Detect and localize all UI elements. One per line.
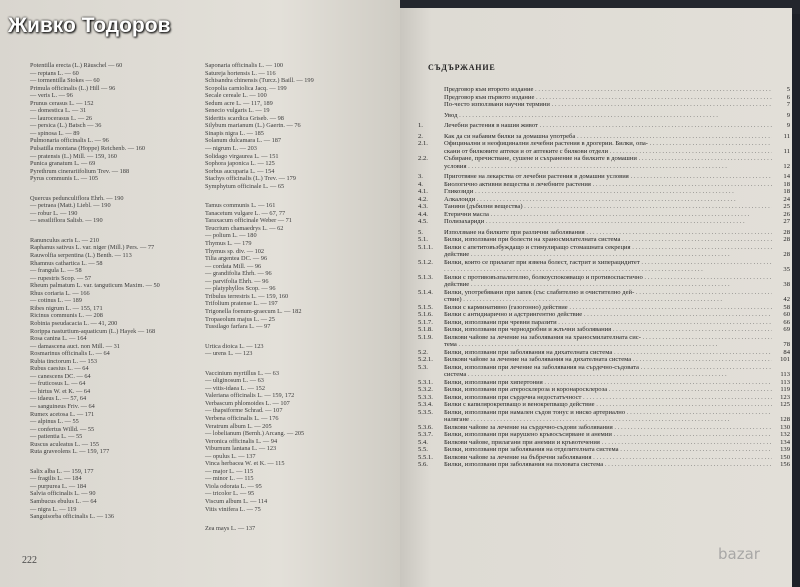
toc-title: налягане . . . [444,416,772,424]
toc-page: 38 [783,281,790,288]
toc-row [418,244,790,252]
toc-page: 84 [783,348,790,356]
toc-title: Билки, използвани при чернодробни и жлъчни заболявания . . . [444,326,772,334]
index-entry: Vaccinium myrtillus L. — 63 [205,369,279,377]
toc-title: условия . . . [444,163,772,171]
toc-title: Билки, употребявани при запек (със слабително и очистително дей- . . . [444,289,772,297]
index-entry: Valeriana officinalis L. — 159, 172 [205,392,295,400]
toc-title: Билкови чайове за лечение на бъбречни заболявания . . . [444,454,772,462]
index-entry: — spinosa L. — 89 [30,129,80,137]
index-entry: — alpinus L. — 55 [30,418,79,426]
toc-row [418,281,790,289]
index-entry: Stachys officinalis (L.) Trev. — 179 [205,175,296,183]
index-entry: — patientia L. — 55 [30,433,83,441]
index-entry: Rubia tinctorum L. — 153 [30,357,97,365]
index-entry: Scopolia carniolica Jacq. — 199 [205,84,287,92]
toc-number: 5.1.3. [418,273,433,281]
toc-page: 119 [780,386,790,393]
index-entry: — persica (L.) Batsch — 36 [30,122,102,130]
toc-title: Предговор към първото издание . . . [444,94,772,102]
page-number: 222 [22,555,37,566]
index-entry: — canescens DC. — 64 [30,372,91,380]
index-entry: Tamus communis L. — 161 [205,202,276,210]
index-entry: — hirtus W. et K. — 64 [30,387,91,395]
toc-row [418,163,790,171]
toc-page: 18 [783,180,790,188]
toc-number: 5.1.2. [418,258,433,266]
toc-title: Билки, използвани при намален съдов тонус и ниско артериално . . . [444,409,772,417]
toc-page: 11 [783,132,790,140]
toc-row [418,379,790,387]
index-entry: Silybum marianum (L.) Gaertn. — 76 [205,122,301,130]
index-entry: Urtica dioica L. — 123 [205,342,264,350]
index-entry: Sanguisorba officinalis L. — 136 [30,513,115,521]
toc-page: 58 [783,303,790,311]
index-column-a [30,62,200,521]
index-entry: — parvifolia Ehrh. — 96 [205,277,269,285]
index-entry: — polium L. — 180 [205,232,257,240]
index-entry: Prunus cerasus L. — 152 [30,99,94,107]
toc-page: 5 [786,86,790,93]
toc-title: система . . . [444,371,772,379]
toc-title [444,266,772,274]
index-entry: Rhamnus cathartica L. — 58 [30,259,103,267]
index-entry: — tricolor L. — 95 [205,490,255,498]
index-entry: — laurocerasus L. — 26 [30,114,93,122]
index-entry: Ribes nigrum L. — 155, 171 [30,304,103,312]
index-entry: Solidago virgaurea L. — 151 [205,152,279,160]
index-entry: Rauwolfia serpentina (L.) Benth. — 113 [30,252,132,260]
toc-row [418,424,790,432]
toc-number: 5.5.1. [418,453,433,461]
index-entry: Rosmarinus officinalis L. — 64 [30,350,110,358]
toc-number: 5.3. [418,363,428,371]
index-entry: Symphytum officinale L. — 65 [205,182,285,190]
index-entry: Rheum palmatum L. var. tanguticum Maxim. — 50 [30,282,160,290]
toc-row [418,196,790,204]
toc-row [418,218,790,226]
index-entry: — fragilis L. — 184 [30,475,82,483]
toc-title: Билки, използвани при заболявания на дихателната система . . . [444,349,772,357]
toc-title: Билкови чайове, прилагани при анемии и кръвотечения . . . [444,439,772,447]
toc-number: 5.2. [418,348,428,356]
index-entry: — minor L. — 115 [205,475,254,483]
index-entry: Ricinus communis L. — 208 [30,312,103,320]
index-entry: Rhus coriaria L. — 166 [30,289,90,297]
toc-row [418,112,790,120]
toc-row [418,386,790,394]
toc-heading: СЪДЪРЖАНИЕ [428,63,496,72]
toc-number: 2.2. [418,155,428,162]
index-entry: Tilia argentea DC. — 96 [205,255,268,263]
toc-number: 4.3. [418,203,428,210]
toc-number: 5.3.2. [418,386,433,393]
toc-page: 113 [780,378,790,386]
index-entry: — domestica L. — 31 [30,107,87,115]
toc-title: Билки, използвани при заболявания на отделителната система . . . [444,446,772,454]
toc-row [418,266,790,274]
index-entry: Thymus L. — 179 [205,240,252,248]
index-entry: — cordata Mill. — 96 [205,262,262,270]
toc-title: Билки с капилярокрепващо и венокрепващо действие . . . [444,401,772,409]
toc-page: 150 [780,453,790,461]
toc-title: Билки, използвани при хипертония . . . [444,379,772,387]
toc-number: 5.1.5. [418,303,433,311]
toc-page: 28 [783,228,790,236]
toc-title: Как да си набавим билки за домашна употреба . . . [444,133,772,141]
index-entry: Salvia officinalis L. — 90 [30,490,96,498]
index-entry: Sinapis nigra L. — 185 [205,129,264,137]
index-entry: — pratensis (L.) Mill. — 159, 160 [30,152,117,160]
toc-page: 28 [783,236,790,243]
toc-page: 101 [780,356,790,363]
toc-title: Билки, използвани при атеросклероза и коронаросклероза . . . [444,386,772,394]
index-entry: — fruticosus L. — 64 [30,380,86,388]
toc-title: По-често използвани научни термини . . . [444,101,772,109]
toc-number: 5.3.1. [418,378,433,386]
index-entry: Satureja hortensis L. — 116 [205,69,276,77]
toc-page: 156 [780,461,790,468]
toc-page: 9 [786,111,790,119]
index-entry: — veris L. — 96 [30,92,73,100]
index-entry: — major L. — 115 [205,467,254,475]
toc-title: Билки, използвани при чревни паразити . . . [444,319,772,327]
toc-title: действие . . . [444,281,772,289]
toc-page: 25 [783,203,790,210]
toc-page: 125 [780,401,790,408]
toc-page: 24 [783,195,790,203]
toc-number: 5.1.9. [418,333,433,341]
toc-number: 5.1.7. [418,318,433,326]
index-entry: Trigonella foenum-graecum L. — 182 [205,307,302,315]
toc-title: Биологично активни вещества в лечебните растения . . . [444,181,772,189]
toc-title: Билкови чайове за лечение на сърдечно-съдови заболявания . . . [444,424,772,432]
index-entry: Sorbus aucuparia L. — 154 [205,167,275,175]
index-entry: Viburnum lantana L. — 123 [205,445,277,453]
toc-row [418,122,790,130]
toc-row [418,326,790,334]
index-entry: — urens L. — 123 [205,350,253,358]
index-entry: — sessiliflora Salisb. — 190 [30,217,103,225]
toc-number: 5.3.3. [418,393,433,401]
index-entry: Thymus sp. div. — 102 [205,247,265,255]
toc-title: Танини (дъбилни вещества) . . . [444,203,772,211]
toc-number: 4. [418,180,423,188]
toc-page: 139 [780,446,790,453]
toc-number: 5.5. [418,446,428,453]
toc-title: Официнални и неофицинални лечебни растения в дрогерии. Билки, опа- . . . [444,140,772,148]
toc-number: 3. [418,173,423,180]
index-entry: — idaeus L. — 57, 64 [30,395,87,403]
toc-page: 60 [783,311,790,318]
toc-number: 5.1.6. [418,311,433,318]
toc-row [418,341,790,349]
index-entry: — purpurea L. — 184 [30,482,87,490]
toc-row [418,133,790,141]
toc-page: 69 [783,326,790,333]
toc-page: 11 [783,147,790,155]
index-entry: Rosa canina L. — 164 [30,335,87,343]
index-entry: Sambucus ebulus L. — 64 [30,497,97,505]
toc-row [418,211,790,219]
toc-title: Билки, използвани при болести на храносмилателната система . . . [444,236,772,244]
index-entry: — robur L. — 190 [30,209,78,217]
toc-row [418,334,790,342]
toc-title: Билки, използвани при заболявания на половата система . . . [444,461,772,469]
index-entry: Taraxacum officinale Weber — 71 [205,217,292,225]
toc-title: Алкалоиди . . . [444,196,772,204]
toc-page: 42 [783,296,790,303]
toc-row [418,319,790,327]
toc-page: 128 [780,416,790,423]
index-entry: Viola odorata L. — 95 [205,482,262,490]
index-entry: Zea mays L. — 137 [205,525,256,533]
index-entry: — grandifolia Ehrh. — 96 [205,270,272,278]
index-entry: Sideritis scardica Griseb. — 98 [205,114,284,122]
toc-title: Събиране, пречистване, сушене и съхранение на билките в домашни . . . [444,155,772,163]
index-entry: Sedum acre L. — 117, 189 [205,99,273,107]
index-entry: Senecio vulgaris L. — 19 [205,107,270,115]
toc-row [418,140,790,148]
toc-page: 132 [780,431,790,438]
toc-title: Полизахариди . . . [444,218,772,226]
toc-row [418,304,790,312]
index-entry: Tribulus terrestris L. — 159, 160 [205,292,289,300]
toc-row [418,148,790,156]
index-entry: Trifolium pratense L. — 197 [205,300,278,308]
toc-title: Билки, използвани при нарушено кръвосъсирване и анемии . . . [444,431,772,439]
toc-row [418,181,790,189]
toc-number: 2.1. [418,140,428,147]
toc-page: 113 [780,371,790,378]
index-entry: Verbena officinalis L. — 176 [205,414,279,422]
toc-title: Увод . . . [444,112,772,120]
index-entry: Quercus pedunculiflora Ehrh. — 190 [30,194,124,202]
toc-row [418,236,790,244]
toc-title: ствие) . . . [444,296,772,304]
toc-number: 5.4. [418,438,428,446]
toc-row [418,439,790,447]
toc-row [418,364,790,372]
toc-number: 5.3.5. [418,408,433,416]
toc-number: 4.2. [418,195,428,203]
index-column-b [205,62,395,533]
toc-title: Етерични масла . . . [444,211,772,219]
toc-page: 66 [783,318,790,326]
toc-page: 9 [786,122,790,129]
toc-title: Билкови чайове за лечение на заболявания на храносмилателната сис- . . . [444,334,772,342]
toc-title: Билкови чайове за лечение на заболявания на дихателната система . . . [444,356,772,364]
toc-page: 26 [783,210,790,218]
index-entry: Pyrus communis L. — 105 [30,175,99,183]
toc-number: 5.3.7. [418,431,433,438]
toc-page: 78 [783,341,790,348]
index-entry: — vitis-idaea L. — 152 [205,384,265,392]
toc-number: 5.1. [418,236,428,243]
toc-row [418,86,790,94]
index-entry: Ruta graveolens L. — 159, 177 [30,448,110,456]
index-entry: — lobelianum (Bernh.) Arcang. — 205 [205,430,305,438]
toc-row [418,311,790,319]
index-entry: — confertus Willd. — 55 [30,425,95,433]
toc-title: действие . . . [444,251,772,259]
toc-title: Билки с противовъзпалително, болкоуспокояващо и противоспастично . . . [444,274,772,282]
toc-title: Използване на билките при различни заболявания . . . [444,229,772,237]
index-entry: Primula officinalis (L.) Hill — 96 [30,84,116,92]
index-entry: Pyrethrum cinerariifolium Trev. — 188 [30,167,130,175]
watermark-label: Живко Тодоров [8,14,171,37]
index-entry: Ruscus aculeatus L. — 155 [30,440,100,448]
toc-number: 5.1.8. [418,326,433,333]
toc-page: 35 [783,266,790,273]
index-entry: — thapsiforme Schrad. — 107 [205,407,283,415]
toc-row [418,446,790,454]
toc-number: 5.3.4. [418,401,433,408]
index-entry: — rupestris Scop. — 57 [30,274,92,282]
toc-row [418,401,790,409]
toc-page: 18 [783,188,790,195]
toc-number: 2. [418,132,423,140]
toc-row [418,409,790,417]
toc-number: 1. [418,122,423,129]
index-entry: Tanacetum vulgare L. — 67, 77 [205,209,286,217]
index-entry: Viscum album L. — 114 [205,497,268,505]
toc-title: Приготвяне на лекарства от лечебни растения в домашни условия . . . [444,173,772,181]
toc-row [418,394,790,402]
index-entry: Potentilla erecta (L.) Räuschel — 60 [30,62,123,69]
toc-title: Билки с апетитовъзбуждащо и стимулиращо стомашната секреция . . . [444,244,772,252]
toc-number: 5.1.1. [418,243,433,251]
index-entry: — frangula L. — 58 [30,267,82,275]
index-entry: — uliginosum L. — 63 [205,377,264,385]
toc-title: Билки, които се прилагат при язвена болест, гастрит и хиперацидитет . . . [444,259,772,267]
index-entry: — nigra L. — 119 [30,505,77,513]
toc-title: Гликозиди . . . [444,188,772,196]
toc-row [418,188,790,196]
toc-title: Билки с антидиарично и адстрингентно действие . . . [444,311,772,319]
index-entry: — petraea (Matt.) Liebl. — 190 [30,202,111,210]
index-entry: Rubus caesius L. — 64 [30,365,89,373]
toc-title: скани от билковите аптеки и от аптеките с билкови отдели . . . [444,148,772,156]
toc-row [418,454,790,462]
toc-page: 6 [786,93,790,101]
index-entry: Teucrium chamaedrys L. — 62 [205,224,284,232]
bazar-logo: bazar [718,545,760,563]
toc-page: 130 [780,423,790,431]
toc-row [418,296,790,304]
toc-row [418,461,790,469]
toc-row [418,101,790,109]
index-entry: — opulus L. — 137 [205,452,256,460]
index-entry: Tussilago farfara L. — 97 [205,323,271,331]
index-entry: Saponaria officinalis L. — 100 [205,62,284,69]
toc-number: 4.4. [418,210,428,218]
toc-row [418,94,790,102]
index-entry: Veronica officinalis L. — 94 [205,437,278,445]
index-entry: — platyphyllos Scop. — 96 [205,285,276,293]
toc-row [418,203,790,211]
index-entry: Vinca herbacea W. et K. — 115 [205,460,285,468]
toc-page: 27 [783,218,790,225]
toc-number: 4.1. [418,188,428,195]
index-entry: Punica granatum L. — 69 [30,160,96,168]
toc-row [418,173,790,181]
toc-number: 5. [418,228,423,236]
index-entry: Secale cereale L. — 100 [205,92,267,100]
toc-row [418,155,790,163]
index-entry: Ranunculus acris L. — 210 [30,236,100,244]
toc-page: 12 [783,162,790,170]
toc-number: 5.3.6. [418,423,433,431]
toc-row [418,416,790,424]
toc-page: 14 [783,173,790,180]
toc-row [418,356,790,364]
index-entry: Raphanus sativus L. var. niger (Mill.) Pers. — 77 [30,244,155,252]
toc-page: 123 [780,393,790,401]
toc-number: 4.5. [418,218,428,225]
index-entry: — reptans L. — 60 [30,69,79,77]
toc-number: 5.1.4. [418,288,433,296]
toc-number: 5.6. [418,461,428,468]
toc-number: 5.2.1. [418,356,433,363]
toc-row [418,259,790,267]
toc-page: 28 [783,251,790,258]
toc-row [418,431,790,439]
toc-title: Билки, използвани при лечение на заболявания на сърдечно-съдовата . . . [444,364,772,372]
index-entry: — tormentilla Stokes — 60 [30,77,100,85]
index-entry: Sophora japonica L. — 125 [205,160,275,168]
toc-row [418,289,790,297]
toc-page: 7 [786,101,790,108]
toc-title: Билки с карминативно (газогонно) действие . . . [444,304,772,312]
index-entry: Vitis vinifera L. — 75 [205,505,261,513]
toc-title: тема . . . [444,341,772,349]
toc-page: 134 [780,438,790,446]
index-entry: Salix alba L. — 159, 177 [30,467,94,475]
toc-row [418,274,790,282]
toc-title: Предговор към второто издание . . . [444,86,772,94]
index-entry: — damascena auct. non Mill. — 31 [30,342,120,350]
index-entry: Rorippa nasturtium-aquaticum (L.) Hayek — 168 [30,327,156,335]
index-entry: Tropaeolum majus L. — 25 [205,315,275,323]
index-entry: Solanum dulcamara L. — 187 [205,137,282,145]
toc-row [418,349,790,357]
index-entry: — nigrum L. — 203 [205,145,257,153]
toc-row [418,371,790,379]
index-entry: Pulsatilla montana (Hoppe) Reichenb. — 160 [30,145,146,153]
index-entry: Pulmonaria officinalis L. — 96 [30,137,109,145]
index-entry: Robinia pseudacacia L. — 41, 200 [30,319,118,327]
index-entry: — cotinus L. — 189 [30,297,82,305]
toc-row [418,229,790,237]
toc-title: Билки, използвани при сърдечна недостатъчност . . . [444,394,772,402]
toc-title: Лечебни растения в нашия живот . . . [444,122,772,130]
index-entry: Schisandra chinensis (Turcz.) Baill. — 199 [205,77,314,85]
index-entry: Rumex acetosa L. — 171 [30,410,95,418]
index-entry: — sanguineus Friv. — 64 [30,402,95,410]
index-entry: Veratrum album L. — 205 [205,422,272,430]
index-entry: Verbascum phlomoides L. — 107 [205,399,290,407]
table-of-contents [418,86,790,469]
toc-row [418,251,790,259]
